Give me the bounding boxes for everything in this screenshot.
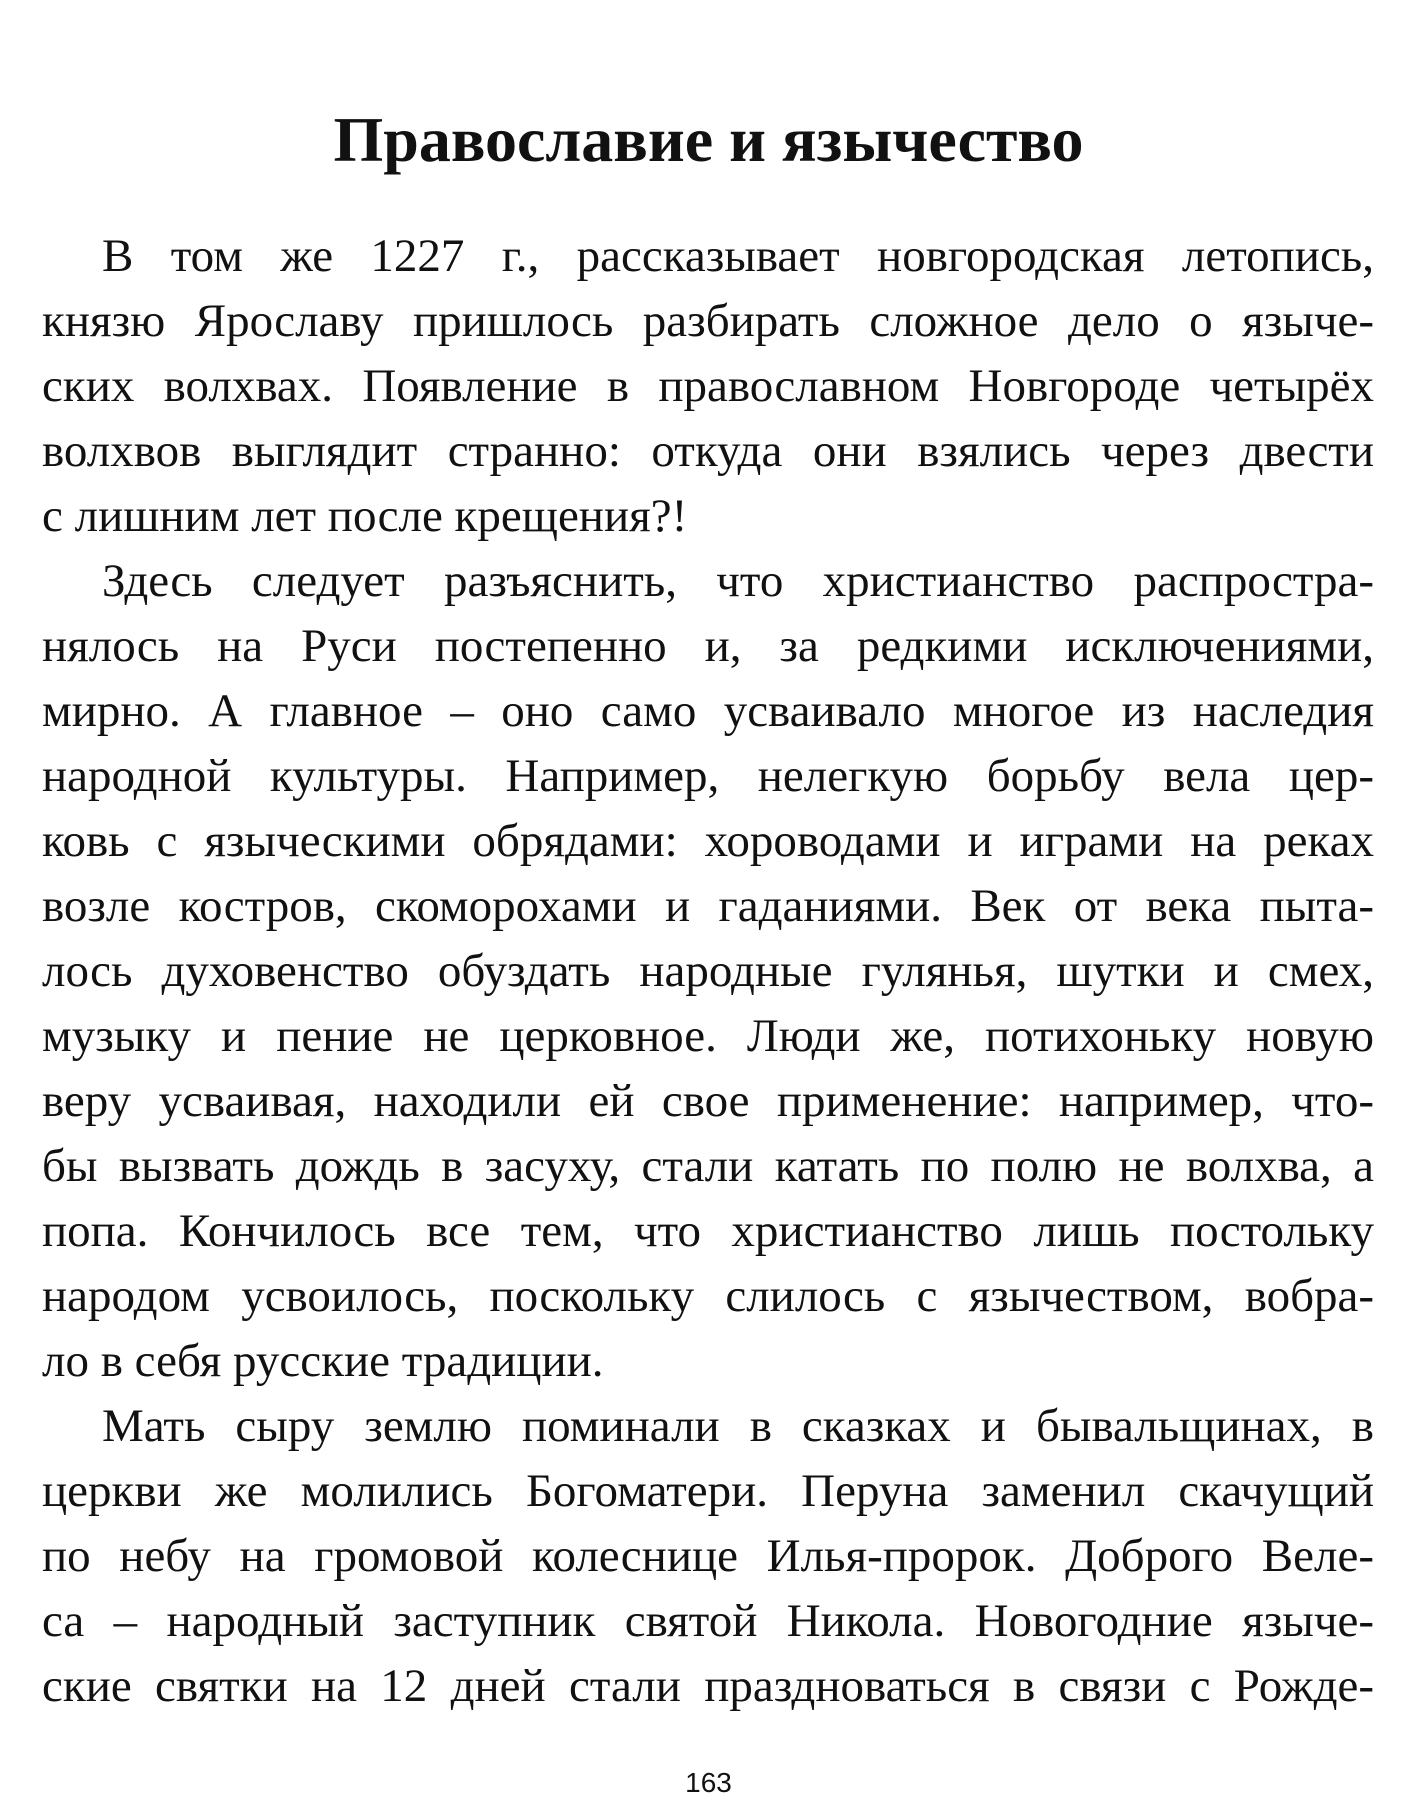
text-line: церкви же молились Богоматери. Перуна заменил скачущий <box>42 1465 1374 1517</box>
chapter-title: Православие и язычество <box>333 104 1084 175</box>
text-line: ковь с языческими обрядами: хороводами и играми на реках <box>42 815 1374 867</box>
text-line: ских волхвах. Появление в православном Новгороде четырёх <box>42 360 1374 412</box>
text-line: музыку и пение не церковное. Люди же, потихоньку новую <box>42 1010 1374 1062</box>
text-line: попа. Кончилось все тем, что христианство лишь постольку <box>42 1205 1374 1257</box>
text-line: волхвов выглядит странно: откуда они взялись через двести <box>42 425 1374 477</box>
text-line: народом усвоилось, поскольку слилось с язычеством, вобра- <box>42 1270 1374 1322</box>
body-text <box>42 224 1374 1719</box>
text-line: веру усваивая, находили ей свое применение: например, что- <box>42 1075 1374 1127</box>
text-line: нялось на Руси постепенно и, за редкими исключениями, <box>42 620 1374 672</box>
text-line: мирно. А главное – оно само усваивало многое из наследия <box>42 685 1374 737</box>
text-line: Здесь следует разъяснить, что христианство распростра- <box>102 555 1374 607</box>
page-number: 163 <box>685 1767 732 1798</box>
text-line: В том же 1227 г., рассказывает новгородская летопись, <box>102 230 1374 282</box>
text-line: по небу на громовой колеснице Илья-пророк. Доброго Веле- <box>42 1530 1374 1582</box>
text-line: ло в себя русские традиции. <box>42 1335 604 1387</box>
paragraph <box>42 224 1374 549</box>
text-line: народной культуры. Например, нелегкую борьбу вела цер- <box>42 750 1374 802</box>
paragraph <box>42 1394 1374 1719</box>
text-line: бы вызвать дождь в засуху, стали катать по полю не волхва, а <box>42 1140 1374 1192</box>
text-line: князю Ярославу пришлось разбирать сложное дело о языче- <box>42 295 1374 347</box>
text-line: с лишним лет после крещения?! <box>42 490 688 542</box>
text-line: ские святки на 12 дней стали праздноваться в связи с Рожде- <box>42 1660 1374 1712</box>
text-line: са – народный заступник святой Никола. Новогодние языче- <box>42 1595 1374 1647</box>
text-line: лось духовенство обуздать народные гулянья, шутки и смех, <box>42 945 1374 997</box>
paragraph <box>42 549 1374 1394</box>
text-line: возле костров, скоморохами и гаданиями. Век от века пыта- <box>42 880 1374 932</box>
text-line: Мать сыру землю поминали в сказках и бывальщинах, в <box>102 1400 1374 1452</box>
